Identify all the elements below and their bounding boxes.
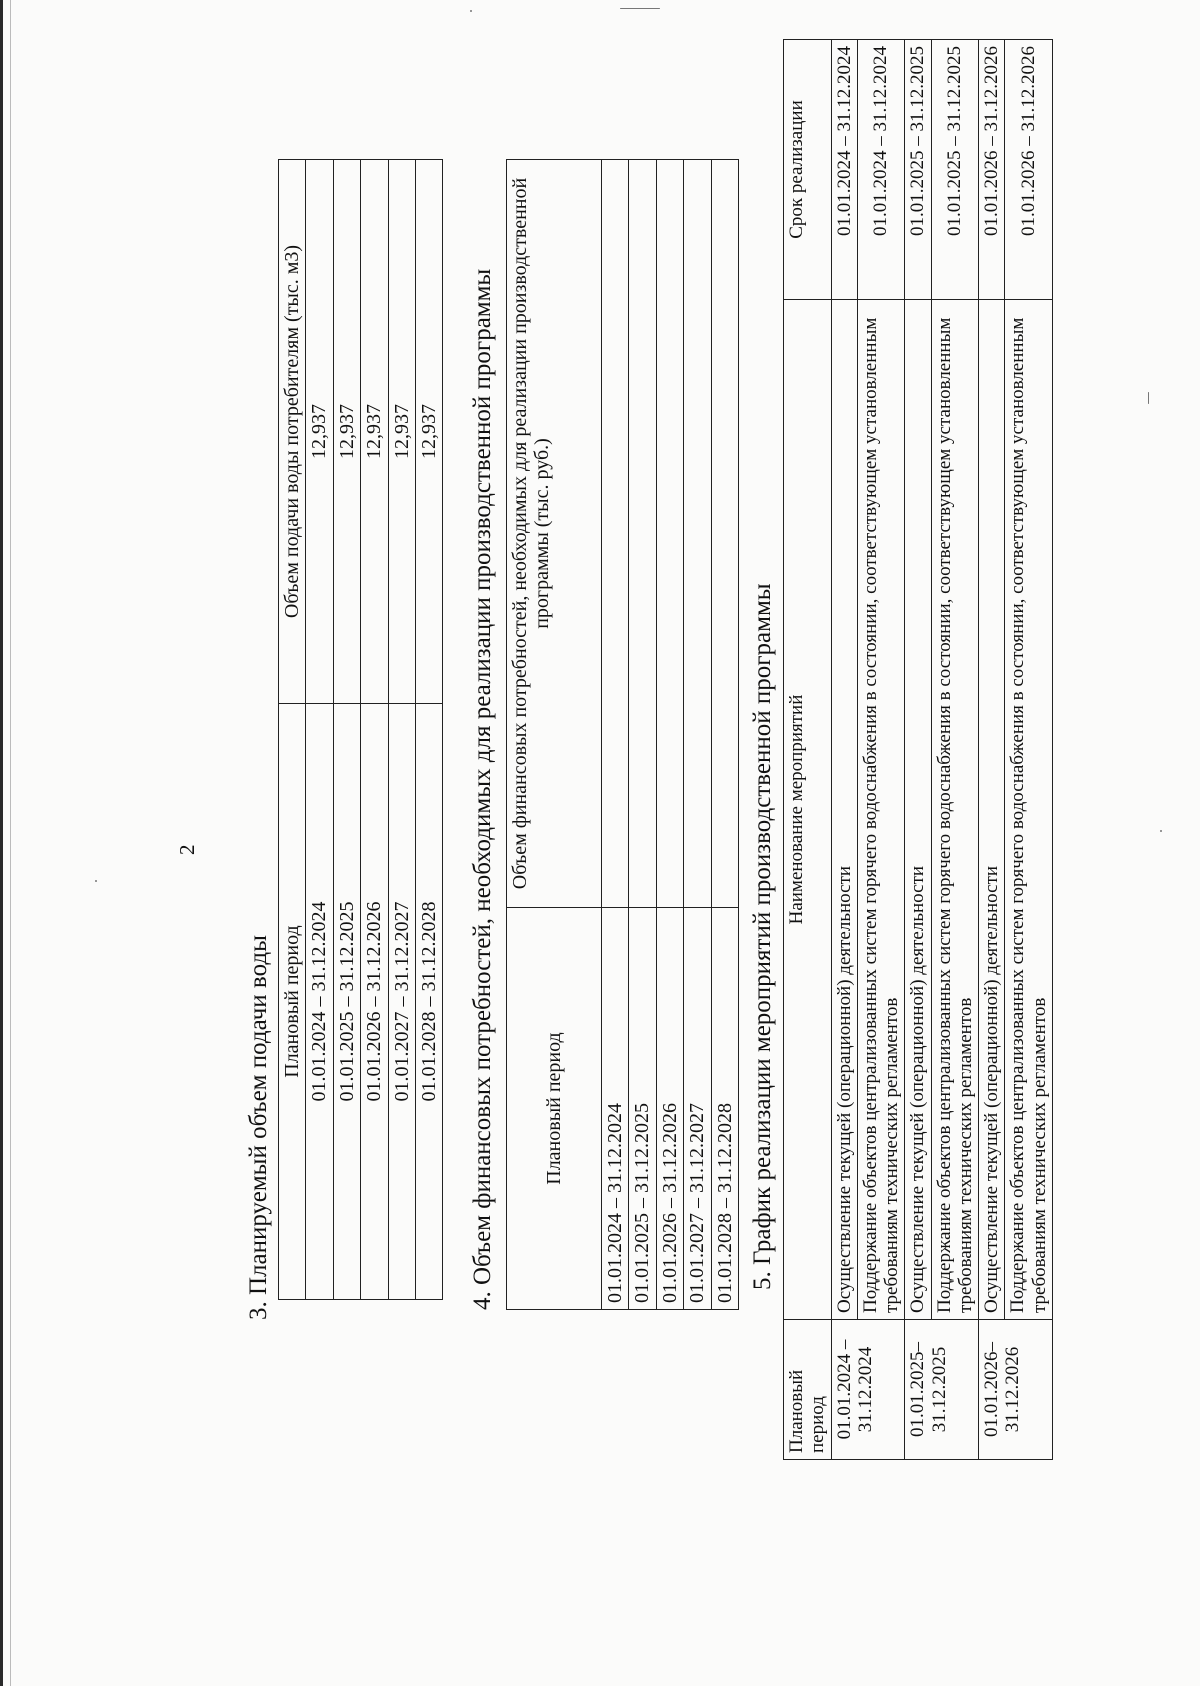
col-planned-period: Плановый период: [507, 908, 602, 1310]
scan-speck: [620, 8, 660, 9]
table-row: [602, 160, 629, 1310]
table-row: [333, 160, 360, 1300]
table-row: [415, 160, 442, 1300]
amount-cell: [602, 160, 629, 908]
table-row: [831, 40, 857, 1460]
table-row: [361, 160, 388, 1300]
table-row: [979, 40, 1005, 1460]
events-schedule-table: [783, 39, 1053, 1460]
section5-heading: 5. График реализации мероприятий производственной программы: [749, 583, 776, 1290]
event-name-cell: Поддержание объектов централизованных систем горячего водоснабжения в состоянии, соответствующем установленным требованиям технических регламентов: [857, 300, 905, 1320]
scan-speck: [1160, 830, 1162, 832]
col-term: Срок реализации: [784, 40, 832, 300]
table-row: [1005, 40, 1053, 1460]
amount-cell: [684, 160, 711, 908]
period-cell: 01.01.2025 – 31.12.2025: [629, 908, 656, 1310]
col-event-name: Наименование мероприятий: [784, 300, 832, 1320]
table-row: [388, 160, 415, 1300]
financial-needs-table: [506, 159, 739, 1310]
period-cell: 01.01.2024 – 31.12.2024: [602, 908, 629, 1310]
event-term-cell: 01.01.2026 – 31.12.2026: [979, 40, 1005, 300]
col-planned-period: Плановый период: [784, 1320, 832, 1460]
col-water-volume: Объем подачи воды потребителям (тыс. м3): [279, 160, 306, 704]
event-term-cell: 01.01.2026 – 31.12.2026: [1005, 40, 1053, 300]
event-term-cell: 01.01.2025 – 31.12.2025: [905, 40, 931, 300]
section3-heading: 3. Планируемый объем подачи воды: [245, 935, 272, 1320]
table-row: [711, 160, 738, 1310]
group-period-cell: 01.01.2025– 31.12.2025: [905, 1320, 979, 1460]
event-name-cell: Осуществление текущей (операционной) деятельности: [905, 300, 931, 1320]
event-name-cell: Поддержание объектов централизованных систем горячего водоснабжения в состоянии, соответствующем установленным требованиям технических регламентов: [1005, 300, 1053, 1320]
event-term-cell: 01.01.2025 – 31.12.2025: [931, 40, 979, 300]
event-term-cell: 01.01.2024 – 31.12.2024: [831, 40, 857, 300]
rotated-document-page: [35, 40, 1145, 1660]
amount-cell: [629, 160, 656, 908]
table-row: [931, 40, 979, 1460]
page-number: 2: [175, 844, 199, 855]
period-cell: 01.01.2026 – 31.12.2026: [361, 704, 388, 1300]
amount-cell: [711, 160, 738, 908]
period-cell: 01.01.2028 – 31.12.2028: [711, 908, 738, 1310]
period-cell: 01.01.2025 – 31.12.2025: [333, 704, 360, 1300]
period-cell: 01.01.2028 – 31.12.2028: [415, 704, 442, 1300]
period-cell: 01.01.2024 – 31.12.2024: [306, 704, 333, 1300]
event-name-cell: Поддержание объектов централизованных систем горячего водоснабжения в состоянии, соответствующем установленным требованиям технических регламентов: [931, 300, 979, 1320]
scan-speck: [470, 10, 472, 12]
page-binding-edge: [0, 0, 3, 1686]
group-period-cell: 01.01.2024 – 31.12.2024: [831, 1320, 905, 1460]
group-period-cell: 01.01.2026– 31.12.2026: [979, 1320, 1053, 1460]
table-row: [684, 160, 711, 1310]
col-financial-needs: Объем финансовых потребностей, необходимых для реализации производственной программы (тыс. руб.): [507, 160, 602, 908]
event-name-cell: Осуществление текущей (операционной) деятельности: [979, 300, 1005, 1320]
water-volume-table: [278, 159, 443, 1300]
volume-cell: 12,937: [388, 160, 415, 704]
table-row: [857, 40, 905, 1460]
volume-cell: 12,937: [333, 160, 360, 704]
scan-speck: [1148, 392, 1149, 404]
event-name-cell: Осуществление текущей (операционной) деятельности: [831, 300, 857, 1320]
table-row: [629, 160, 656, 1310]
section4-heading: 4. Объем финансовых потребностей, необходимых для реализации производственной программы: [469, 268, 496, 1310]
page-binding-shadow: [10, 0, 11, 1686]
volume-cell: 12,937: [415, 160, 442, 704]
period-cell: 01.01.2026 – 31.12.2026: [656, 908, 683, 1310]
volume-cell: 12,937: [361, 160, 388, 704]
table-row: [656, 160, 683, 1310]
period-cell: 01.01.2027 – 31.12.2027: [388, 704, 415, 1300]
table-row: [905, 40, 931, 1460]
col-planned-period: Плановый период: [279, 704, 306, 1300]
amount-cell: [656, 160, 683, 908]
period-cell: 01.01.2027 – 31.12.2027: [684, 908, 711, 1310]
event-term-cell: 01.01.2024 – 31.12.2024: [857, 40, 905, 300]
volume-cell: 12,937: [306, 160, 333, 704]
table-row: [306, 160, 333, 1300]
